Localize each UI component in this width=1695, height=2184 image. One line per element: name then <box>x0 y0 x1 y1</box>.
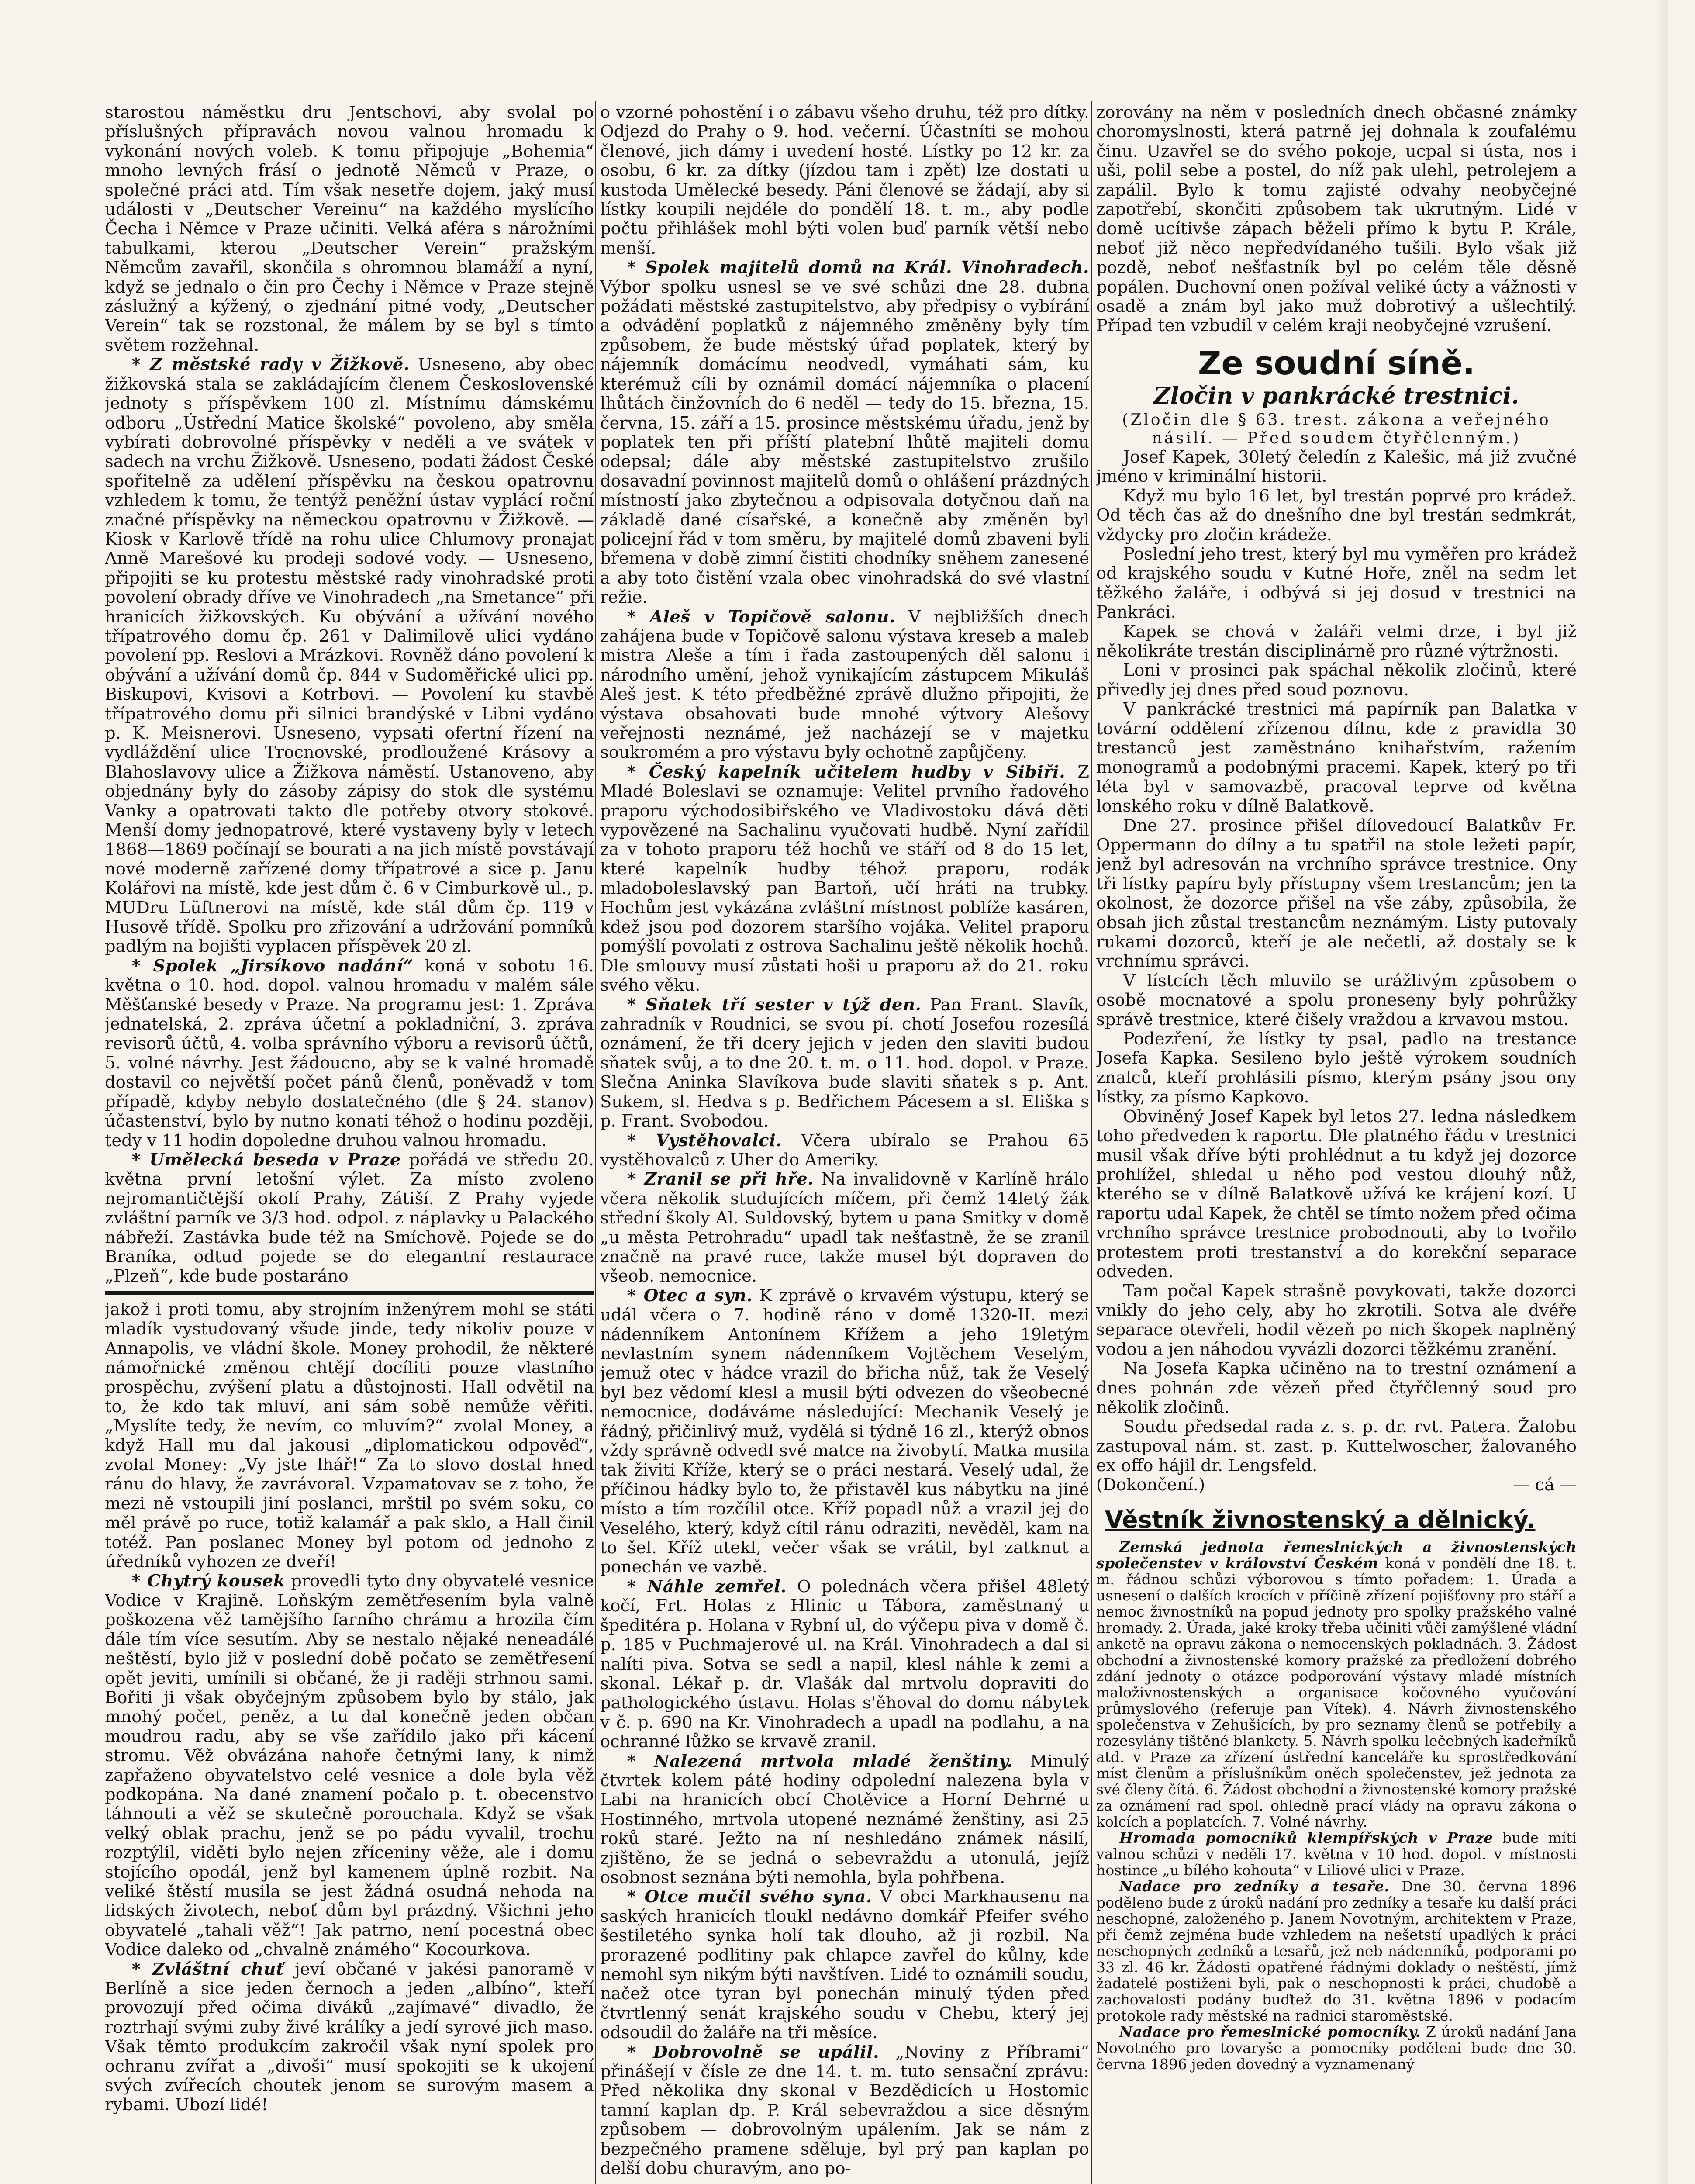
article-lead: Nadace pro zedníky a tesaře. <box>1119 1877 1390 1895</box>
article-paragraph: * Aleš v Topičově salonu. V nejbližších dnech zahájena bude v Topičově salonu výstava kreseb a maleb mistra Aleše a tím i řada zastoupených děl salonu i národního umění, jehož vynikajícím zástupcem Mikuláš Aleš jest. K této předběžné zprávě dlužno připojiti, že výstava obsahovati bude mnohé výtvory Alešovy veřejnosti neznámé, jež nacházejí se v majetku soukromém a pro výstavu byly ochotně zapůjčeny. <box>600 607 1089 763</box>
section-heading-vestnik: Věstník živnostenský a dělnický. <box>1105 1506 1536 1534</box>
article-paragraph: Loni v prosinci pak spáchal několik zločinů, které přivedly jej dnes před soud poznovu. <box>1096 660 1577 700</box>
article-paragraph: Zemská jednota řemeslnických a živnostenských společenstev v království Českém koná v pondělí dne 18. t. m. řádnou schůzi výborovou s tímto pořadem: 1. Úrada a usnesení o dalších krocích v příčině zřízení pojišťovny pro stáří a nemoc živnostníků na popud jednoty pro spolky pražského valné hromady. 2. Úrada, jaké kroky třeba učiniti vůči zamýšlené vládní anketě na opravu zákona o nemocenských pokladnách. 3. Žádost obchodní a živnostenské komory pražské za předložení dobrého zdání jednoty o otázce podporování výstavy mladé místních maloživnostenských a organisace kočovného vyučování průmyslového (referuje pan Vítek). 4. Návrh živnostenského společenstva v Zehušicích, by pro seznamy členů se potřebily a rozesylány tištěné blankety. 5. Návrh spolku lečebných kadeřníků atd. v Praze za zřízení ústřední kanceláře ku sprostředkování míst členům a příslušníkům oněch společenstev, jež jednota za své členy čítá. 6. Žádost obchodní a živnostenské komory pražské za oznámení rad spol. ohledně prací vlády na opravu zákona o kolcích a poplatcích. 7. Volné návrhy. <box>1096 1538 1577 1830</box>
article-paragraph: V pankrácké trestnici má papírník pan Balatka v tovární oddělení zřízenou dílnu, kde z pravidla 30 trestanců jest zaměstnáno knihařstvím, ražením monogramů a podobnými pracemi. Kapek, který po tři léta byl v samovazbě, pracoval teprve od května lonského roku v dílně Balatkově. <box>1096 699 1577 816</box>
article-paragraph: * Chytrý kousek provedli tyto dny obyvatelé vesnice Vodice v Krajině. Loňským zemětřesením byla valně poškozena věž tamějšího farního chrámu a hrozila čím dále tím více sesutím. Aby se nestalo nějaké neneadálé neštěstí, bylo již v poslední době počato se zemětřesení opět jeviti, umínili si občané, že ji raději strhnou sami. Bořiti ji však obyčejným způsobem bylo by stálo, jak mnohý počet, peněz, a tu dal konečně jeden občan moudrou radu, aby se vše zařídilo jako při kácení stromu. Věž obvázána nahoře četnými lany, k nimž zapřaženo obyvatelstvo celé vesnice a dole byla věž podkopána. Na dané znamení počalo p. t. obecenstvo táhnouti a věž se skutečně porouchala. Když se však velký oblak prachu, jenž se po pádu vyvalil, trochu rozptýlil, viděti bylo nejen zříceniny věže, ale i domu stojícího opodál, jenž byl kamenem úplně rozbit. Na veliké štěstí musila se jest žádná osudná nehoda na lidských životech, neboť dům byl prázdný. Všichni jeho obyvatelé „tahali věž“! Jak patrno, není pocestná obec Vodice daleko od „chvalně známého“ Kocourkova. <box>105 1571 594 1960</box>
article-paragraph: o vzorné pohostění i o zábavu všeho druhu, též pro dítky. Odjezd do Prahy o 9. hod. večerní. Účastníti se mohou členové, jich dámy i uvedení hosté. Lístky po 12 kr. za osobu, 6 kr. za dítky (jízdou tam i zpět) lze dostati u kustoda Umělecké besedy. Páni členové se žádají, aby si lístky koupili nejdéle do pondělí 18. t. m., aby podle počtu přihlášek mohl býti volen buď parník větší nebo menší. <box>600 103 1089 258</box>
article-paragraph: Když mu bylo 16 let, byl trestán poprvé pro krádež. Od těch čas až do dnešního dne byl trestán sedmkrát, vždycky pro zločin krádeže. <box>1096 486 1577 545</box>
article-paragraph: * Otce mučil svého syna. V obci Markhausenu na saských hranicích tloukl nedávno domkář Pfeifer svého šestiletého synka holí tak dlouho, až ji rozbil. Na prorazené podlitiny pak chlapce zavřel do kůlny, kde nemohl syn nikým býti navštíven. Lidé to oznámili soudu, načež otce tyran byl ponechán minulý týden před čtvrtlenný senát krajského soudu v Chebu, který jej odsoudil do žaláře na tři měsíce. <box>600 1887 1089 2043</box>
article-lead: * Zvláštní chuť <box>131 1959 284 1979</box>
article-paragraph: * Umělecká beseda v Praze pořádá ve středu 20. května první letošní výlet. Za místo zvoleno nejromantičtější okolí Prahy, Zátiší. Z Prahy vyjede zvláštní parník ve 3/3 hod. odpol. z náplavky u Palackého nábřeží. Zastávka bude též na Smíchově. Pojede se do Braníka, odtud pojede se do elegantní restaurace „Plzeň“, kde bude postaráno <box>105 1150 594 1286</box>
column-rule <box>1091 101 1092 2184</box>
article-lead: Zemská jednota řemeslnických a živnostenských společenstev v království Českém <box>1096 1538 1577 1572</box>
article-paragraph: Podezření, že lístky ty psal, padlo na trestance Josefa Kapka. Sesileno bylo ještě výrokem soudních znalců, kteří prohlásili písmo, kterým psány jsou ony lístky, za písmo Kapkovo. <box>1096 1029 1577 1107</box>
article-subtitle: (Zločin dle § 63. trest. zákona a veřejného násilí. — Před soudem čtyřčlenným.) <box>1122 411 1551 447</box>
article-lead: * Otce mučil svého syna. <box>627 1887 872 1907</box>
article-lead: * Nalezená mrtvola mladé ženštiny. <box>627 1751 1013 1771</box>
column-middle <box>600 103 1089 2184</box>
article-paragraph: starostou náměstku dru Jentschovi, aby svolal po příslušných přípravách novou valnou hromadu k vykonání nových voleb. K tomu připojuje „Bohemia“ mnoho levných frásí o jednotě Němců v Praze, o společné práci atd. Tím však nesetře dojem, jaký musí události v „Deutscher Vereinu“ na každého myslícího Čecha i Němce v Praze učiniti. Velká aféra s nárožními tabulkami, kterou „Deutscher Verein“ pražským Němcům zavařil, skončila s ohromnou blamáží a nyní, když se jednalo o čin pro Čechy i Němce v Praze stejně záslužný a kýžený, o zjednání pitné vody, „Deutscher Verein“ tak se rozstonal, že málem by se byl s tímto světem rozžehnal. <box>105 103 594 355</box>
article-paragraph: * Z městské rady v Žižkově. Usneseno, aby obec žižkovská stala se zakládajícím členem Československé jednoty s příspěvkem 100 zl. Místnímu dámskému odboru „Ústřední Matice školské“ povoleno, aby směla vybírati dobrovolné příspěvky v neděli a ve svátek v sadech na vrchu Žižkově. Usneseno, podati žádost České spořitelně za udělení příspěvku na českou opatrovnu vzhledem k tomu, že tentýž peněžní ústav vyplácí roční značné příspěvky na německou opatrovnu v Žižkově. — Kiosk v Karlově třídě na rohu ulice Chlumovy pronajat Anně Marešové ku prodeji sodové vody. — Usneseno, připojiti se ku protestu městské rady vinohradské proti povolení obrady dříve ve Vinohradech „na Smetance“ při hranicích žižkovských. Ku obývání a užívání nového třípatrového domu čp. 261 v Dalimilově ulici vydáno povolení pp. Reslovi a Mrázkovi. Rovněž dáno povolení k obývání a užívání domů čp. 844 v Sudoměřické ulici pp. Biskupovi, Kvisovi a Kotrbovi. — Povolení ku stavbě třípatrového domu při silnici brandýské v Libni vydáno p. K. Meisnerovi. Usneseno, vypsati ofertní řízení na vydláždění ulice Trocnovské, prodloužené Krásovy a Blahoslavovy ulice a Žižkova náměstí. Ustanoveno, aby objednány byly do zásoby zápisy do stok dle systému Vanky a opatrovati takto dle potřeby otvory stokové. Menší domy jednopatrové, které vystaveny byly v letech 1868—1869 počínají se bourati a na jich místě povstávají nové moderně zařízené domy třípatrové a sice p. Janu Kolářovi na místě, kde jest dům č. 6 v Cimburkově ul., p. MUDru Lüftnerovi na místě, kde stál dům čp. 119 v Husově třídě. Spolku pro zřizování a udržování pomníků padlým na bojišti vyplacen příspěvek 20 zl. <box>105 355 594 957</box>
article-paragraph: Hromada pomocníků klempířských v Praze bude míti valnou schůzi v neděli 17. května v 10 hod. dopol. v místnosti hostince „u bílého kohouta“ v Liliové ulici v Praze. <box>1096 1829 1577 1879</box>
article-lead: * Český kapelník učitelem hudby v Sibiři. <box>627 762 1066 782</box>
article-lead: * Z městské rady v Žižkově. <box>131 355 410 375</box>
section-heading-court: Ze soudní síně. <box>1198 344 1475 382</box>
article-paragraph: Na Josefa Kapka učiněno na to trestní oznámení a dnes pohnán zde vězeň před čtyřčlenný soud pro několik zločinů. <box>1096 1358 1577 1417</box>
section-divider <box>105 1291 594 1295</box>
article-lead: * Vystěhovalci. <box>627 1130 782 1151</box>
article-paragraph: zorovány na něm v posledních dnech občasné známky choromyslnosti, která patrně jej dohnala k zoufalému činu. Uzavřel se do svého pokoje, ucpal si ústa, nos i uši, polil sebe a postel, do níž pak ulehl, petrolejem a zapálil. Bylo k tomu zajisté odvahy neobyčejné zapotřebí, skončiti způsobem tak ukrutným. Lidé v domě ucítivše zápach běželi přímo k bytu P. Krále, neboť již něco nepředvídaného tušili. Bylo však již pozdě, neboť nešťastník byl po celém těle děsně popálen. Duchovní onen požíval veliké úcty a vážnosti v osadě a znám byl jako muž dobrotivý a ušlechtilý. Případ ten vzbudil v celém kraji neobyčejné vzrušení. <box>1096 103 1577 336</box>
article-paragraph: * Otec a syn. K zprávě o krvavém výstupu, který se udál včera o 7. hodině ráno v domě 1320-II. mezi nádenníkem Antonínem Křížem a jeho 19letým nevlastním synem nádenníkem Vojtěchem Veselým, jemuž otec v hádce vrazil do břicha nůž, tak že Veselý byl bez vědomí klesl a musil býti odvezen do všeobecné nemocnice, dodáváme následující: Mechanik Veselý je řádný, přičinlivý muž, vydělá si týdně 16 zl., kterýž obnos vždy správně odvedl své matce na živobytí. Matka musila tak živiti Kříže, který se o práci nestará. Veselý udal, že příčinou hádky bylo to, že přistavěl kus nábytku na jiné místo a tím rozčílil otce. Kříž popadl nůž a vrazil jej do Veselého, který, když cítil ránu odraziti, nevěděl, kam na to šel. Kříž utekl, večer však se vrátil, byl zatknut a ponechán ve vazbě. <box>600 1286 1089 1577</box>
article-paragraph: * Nalezená mrtvola mladé ženštiny. Minulý čtvrtek kolem páté hodiny odpolední nalezena byla v Labi na hranicích obcí Chotěvice a Horní Dehrné u Hostinného, mrtvola utopené neznámé ženštiny, asi 25 roků staré. Ježto na ní neshledáno známek násilí, zjištěno, že se jedná o sebevraždu a utonulá, jejíž osobnost seznána býti nemohla, byla pohřbena. <box>600 1751 1089 1887</box>
article-paragraph: V lístcích těch mluvilo se urážlivým způsobem o osobě mocnatové a spolu proneseny byly pohrůžky správě trestnice, které čišely vraždou a krvavou mstou. <box>1096 971 1577 1030</box>
article-lead: * Sňatek tří sester v týž den. <box>627 995 922 1015</box>
article-lead: * Otec a syn. <box>627 1286 753 1306</box>
page-edge-shadow <box>1655 0 1668 2184</box>
article-lead: * Spolek „Jirsíkovo nadání“ <box>131 956 413 976</box>
article-paragraph: Poslední jeho trest, který byl mu vyměřen pro krádež od krajského soudu v Kutné Hoře, zněl na sedm let těžkého žaláře, i odbývá si jej dosud v trestnici na Pankráci. <box>1096 544 1577 622</box>
article-lead: * Aleš v Topičově salonu. <box>627 607 895 627</box>
column-rule <box>595 101 596 2184</box>
article-paragraph: Soudu předsedal rada z. s. p. dr. rvt. Patera. Žalobu zastupoval nám. st. zast. p. Kuttelwoscher, žalovaného ex offo hájil dr. Lengsfeld. <box>1096 1417 1577 1476</box>
article-paragraph: Tam počal Kapek strašně povykovati, takže dozorci vnikly do jeho cely, aby ho zkrotili. Sotva ale dvéře separace otevřeli, hodil vězeň po nich škopek naplněný vodou a jen náhodou vyvázli dozorci těžkému zranění. <box>1096 1281 1577 1359</box>
article-title: Zločin v pankrácké trestnici. <box>1153 382 1519 409</box>
article-paragraph: jakož i proti tomu, aby strojním inženýrem mohl se státi mladík vystudovaný všude jinde, tedy nikoliv pouze v Annapolis, ve vládní škole. Money prohodil, že některé námořnické změnou chtějí docíliti pouze vlastního prospěchu, zvýšení platu a důstojnosti. Hall odvětil na to, že kdo tak mluví, ani sám sobě nemůže věřiti. „Myslíte tedy, že nevím, co mluvím?“ zvolal Money, a když Hall mu dal jakousi „diplomatickou odpověď“, zvolal Money: „Vy jste lhář!“ Za to slovo dostal hned ránu do hlavy, že zavrávoral. Vzpamatovav se z toho, že mezi ně vstoupili jiní poslanci, mrštil po svém soku, co měl právě po ruce, totiž kalamář a pak sklo, a Hall činil totéž. Pan poslanec Money byl potom od jednoho z úředníků vyhozen ze dveří! <box>105 1299 594 1572</box>
article-paragraph: Dne 27. prosince přišel dílovedoucí Balatkův Fr. Oppermann do dílny a tu spatřil na stole ležeti papír, jenž byl adresován na vrchního správce trestnice. Ony tři lístky papíru byly přístupny všem trestancům; jen ta okolnost, že dozorce přišel na vše záby, způsobila, že obsah jich zůstal trestancům neznámým. Listy putovaly rukami dozorců, kteří je ale nečetli, až dostaly se k vrchnímu správci. <box>1096 816 1577 971</box>
article-paragraph: * Náhle zemřel. O polednách včera přišel 48letý kočí, Frt. Holas z Hlinic u Tábora, zaměstnaný u špeditéra p. Holana v Rybní ul, do výčepu piva v domě č. p. 185 v Puchmajerové ul. na Král. Vinohradech a dal si nalíti piva. Sotva se sedl a napil, klesl náhle k zemi a skonal. Lékař p. dr. Vlašák dal mrtvolu dopraviti do pathologického ústavu. Holas s'ěhoval do domu nábytek v č. p. 690 na Kr. Vinohradech a upadl na podlahu, a na ochranné lůžko se krvavě zranil. <box>600 1576 1089 1752</box>
column-right <box>1096 103 1577 2184</box>
article-lead: * Náhle zemřel. <box>627 1576 787 1597</box>
article-paragraph: Obviněný Josef Kapek byl letos 27. ledna následkem toho předveden k raportu. Dle platného řádu v trestnici musil však dříve býti prohlédnut a tu když jej dozorce prohlížel, shledal u něho pod vestou dlouhý nůž, kterého se v dílně Balatkově užívá ke krájení kozí. U raportu udal Kapek, že chtěl se tímto nožem před očima vrchního správce trestnice probodnouti, aby to tvořilo protestem proti trestanství a do korekční separace odveden. <box>1096 1106 1577 1282</box>
article-paragraph: Josef Kapek, 30letý čeledín z Kalešic, má již zvučné jméno v kriminální historii. <box>1096 447 1577 487</box>
article-paragraph: * Sňatek tří sester v týž den. Pan Frant. Slavík, zahradník v Roudnici, se svou pí. chotí Josefou rozesílá oznámení, že tři dcery jejich v jeden den slaviti budou sňatek svůj, a to dne 20. t. m. o 11. hod. dopol. v Praze. Slečna Aninka Slavíkova bude slaviti sňatek s p. Ant. Sukem, sl. Hedva s p. Bedřichem Pácesem a sl. Eliška s p. Frant. Svobodou. <box>600 995 1089 1131</box>
article-lead: * Umělecká beseda v Praze <box>131 1150 401 1170</box>
article-paragraph: * Zvláštní chuť jeví občané v jakési panoramě v Berlíně a sice jeden černoch a jeden „albíno“, kteří provozují před očima diváků „zajímavé“ divadlo, že roztrhají svými zuby živé králíky a jedí syrové jich maso. Však těmto produkcím zakročil však nyní spolek pro ochranu zvířat a „divoši“ musí spokojiti se k ukojení svých zvířecích choutek jenom se surovým masem a rybami. Ubozí lidé! <box>105 1959 594 2115</box>
column-left <box>105 103 594 2184</box>
article-paragraph: Nadace pro řemeslnické pomocníky. Z úroků nadání Jana Novotného pro tovaryše a pomocníky poděleni bude dne 30. června 1896 jeden dovedný a vyznamenaný <box>1096 2023 1577 2073</box>
article-lead: * Zranil se při hře. <box>627 1169 814 1189</box>
article-paragraph: * Dobrovolně se upálil. „Noviny z Příbrami“ přinášejí v čísle ze dne 14. t. m. tuto sensační zprávu: Před několika dny skonal v Bezdědicích u Hostomic tamní kaplan dp. P. Král sebevraždou a sice děsným způsobem — dobrovolným upálením. Jak se nám z bezpečného pramene sděluje, byl prý pan kaplan po delší dobu churavým, ano po- <box>600 2042 1089 2179</box>
author-signature: — cá — <box>1513 1475 1577 1495</box>
article-paragraph: * Zranil se při hře. Na invalidovně v Karlíně hrálo včera několik studujících míčem, při čemž 14letý žák střední školy Al. Suldovský, bytem u pana Smitky v domě „u města Petrohradu“ upadl tak nešťastně, že se zranil značně na pravé ruce, takže musel být dopraven do všeob. nemocnice. <box>600 1169 1089 1286</box>
article-paragraph: Nadace pro zedníky a tesaře. Dne 30. června 1896 poděleno bude z úroků nadání pro zedníky a tesaře ku další práci neschopné, založeného p. Janem Novotným, architektem v Praze, při čemž zejména bude vzhledem na nešetstí upadlých k práci neschopných zedníků a tesařů, jež neb nádenníků, podporami po 33 zl. 46 kr. Žádosti opatřené řádnými doklady o neštěstí, jímž žadatelé postiženi byli, pak o neschopnosti k práci, chudobě a zachovalosti podány buďtež do 31. května 1896 v podacím protokole rady městské na radnici staroměstské. <box>1096 1877 1577 2024</box>
article-lead: Nadace pro řemeslnické pomocníky. <box>1119 2023 1421 2040</box>
article-paragraph: * Spolek „Jirsíkovo nadání“ koná v sobotu 16. května o 10. hod. dopol. valnou hromadu v malém sále Měšťanské besedy v Praze. Na programu jest: 1. Zpráva jednatelská, 2. zpráva účetní a pokladniční, 3. zpráva revisorů účtů, 4. volba správního výboru a revisorů účtů, 5. volné návrhy. Jest žádoucno, aby se k valné hromadě dostavil co největší počet pánů členů, poněvadž v tom případě, kdyby nebylo dostatečného (dle § 24. stanov) účastenství, bylo by nutno konati téhož o hodinu později, tedy v 11 hodin dopoledne druhou valnou hromadu. <box>105 956 594 1151</box>
article-continued: (Dokončení.) — cá — <box>1096 1475 1577 1495</box>
article-lead: * Dobrovolně se upálil. <box>627 2042 880 2062</box>
article-paragraph: * Český kapelník učitelem hudby v Sibiři. Z Mladé Boleslavi se oznamuje: Velitel prvního řadového praporu východosibiřského ve Vladivostoku dává děti vypovězené na Sachalinu vyučovati hudbě. Nyní zařídil za v tohoto praporu též hochů ve stáří od 8 do 15 let, které kapelník hudby téhož praporu, rodák mladoboleslavský pan Bartoň, učí hráti na trubky. Hochům jest vykázána zvláštní místnost poblíže kasáren, kdež jsou pod dozorem staršího vojáka. Velitel praporu pomýšlí povolati z ostrova Sachalinu ještě několik hochů. Dle smlouvy musí zůstati hoši u praporu až do 21. roku svého věku. <box>600 762 1089 995</box>
article-lead: * Spolek majitelů domů na Král. Vinohradech. <box>627 258 1089 278</box>
article-lead: * Chytrý kousek <box>131 1571 285 1591</box>
article-paragraph: Kapek se chová v žaláři velmi drze, i byl již několikráte trestán disciplinárně pro různé výtržnosti. <box>1096 622 1577 661</box>
article-lead: Hromada pomocníků klempířských v Praze <box>1119 1829 1493 1846</box>
article-paragraph: * Vystěhovalci. Včera ubíralo se Prahou 65 vystěhovalců z Uher do Ameriky. <box>600 1130 1089 1170</box>
article-paragraph: * Spolek majitelů domů na Král. Vinohradech. Výbor spolku usnesl se ve své schůzi dne 28. dubna požádati městské zastupitelstvo, aby předpisy o vybírání a odvádění poplatků z nájemného změněny byly tím způsobem, že bude městský úřad poplatek, který by nájemník domácímu neodvedl, vymáhati sám, ku kterémuž cíli by oznámil domácí nájemníka o placení lhůtách činžovních do 6 neděl — tedy do 15. března, 15. června, 15. září a 15. prosince městskému úřadu, jenž by poplatek ten při příští platební lhůtě majiteli domu odepsal; dále aby městské zastupitelstvo zrušilo dosavadní povinnost majitelů domů o ohlášení prázdných místností jako zbytečnou a odpisovala dotyčnou daň na základě dané císařské, a konečně aby změněn byl policejní řád v tom směru, by majitelé domů zbaveni byli břemena v době zimní čistiti chodníky sněhem zanesené a aby toto čistění vzala obec vinohradská do své vlastní režie. <box>600 258 1089 608</box>
